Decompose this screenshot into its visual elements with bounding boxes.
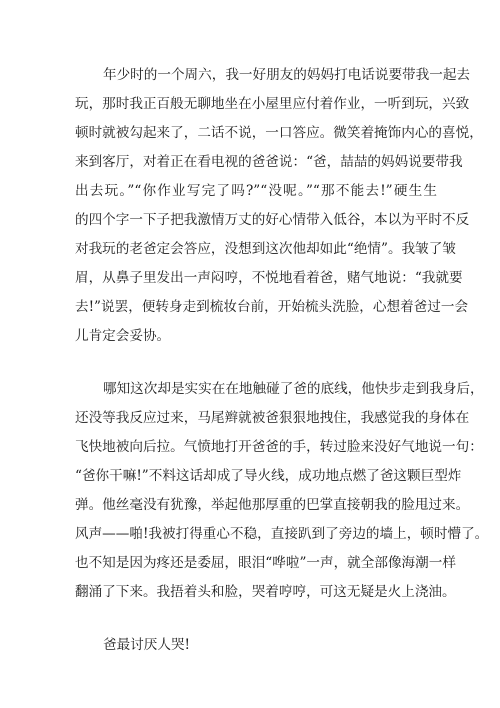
paragraph-2-line-1: 哪知这次却是实实在在地触碰了爸的底线，他快步走到我身后， bbox=[103, 381, 484, 397]
paragraph-1-line-6: 的四个字一下子把我激情万丈的好心情带入低谷，本以为平时不反 bbox=[75, 212, 470, 228]
paragraph-2-line-5: 弹。他丝毫没有犹豫，举起他那厚重的巴掌直接朝我的脸甩过来。 bbox=[75, 497, 470, 513]
paragraph-2-line-8: 翻涌了下来。我捂着头和脸，哭着哼哼，可这无疑是火上浇油。 bbox=[75, 584, 456, 600]
paragraph-2-line-7: 也不知是因为疼还是委屈，眼泪“哗啦”一声，就全部像海潮一样 bbox=[75, 555, 456, 571]
paragraph-2-line-3: 飞快地被向后拉。气愤地打开爸爸的手，转过脸来没好气地说一句： bbox=[75, 439, 483, 455]
paragraph-1-line-9: 去!”说罢，便转身走到梳妆台前，开始梳头洗脸，心想着爸过一会 bbox=[75, 299, 469, 315]
paragraph-1-line-7: 对我玩的老爸定会答应，没想到这次他却如此“绝情”。我皱了皱 bbox=[75, 241, 456, 257]
paragraph-1-line-4: 来到客厅，对着正在看电视的爸爸说：“爸，喆喆的妈妈说要带我 bbox=[75, 154, 463, 170]
paragraph-1-line-8: 眉，从鼻子里发出一声闷哼，不悦地看着爸，赌气地说：“我就要 bbox=[75, 270, 463, 286]
paragraph-2-line-6: 风声——啪!我被打得重心不稳，直接趴到了旁边的墙上，顿时懵了。 bbox=[75, 526, 489, 542]
paragraph-2-line-2: 还没等我反应过来，马尾辫就被爸狠狠地拽住，我感觉我的身体在 bbox=[75, 410, 470, 426]
paragraph-1-line-10: 儿肯定会妥协。 bbox=[75, 328, 171, 344]
paragraph-1-line-3: 顿时就被勾起来了，二话不说，一口答应。微笑着掩饰内心的喜悦， bbox=[75, 125, 483, 141]
paragraph-2-line-4: “爸你干嘛!”不料这话却成了导火线，成功地点燃了爸这颗巨型炸 bbox=[75, 468, 462, 484]
paragraph-1-line-1: 年少时的一个周六，我一好朋友的妈妈打电话说要带我一起去 bbox=[103, 67, 471, 83]
paragraph-1-line-2: 玩，那时我正百般无聊地坐在小屋里应付着作业，一听到玩，兴致 bbox=[75, 96, 470, 112]
paragraph-3-line-1: 爸最讨厌人哭! bbox=[103, 637, 191, 653]
paragraph-1-line-5: 出去玩。”“你作业写完了吗?”“没呢。”“那不能去!”硬生生 bbox=[75, 183, 437, 199]
